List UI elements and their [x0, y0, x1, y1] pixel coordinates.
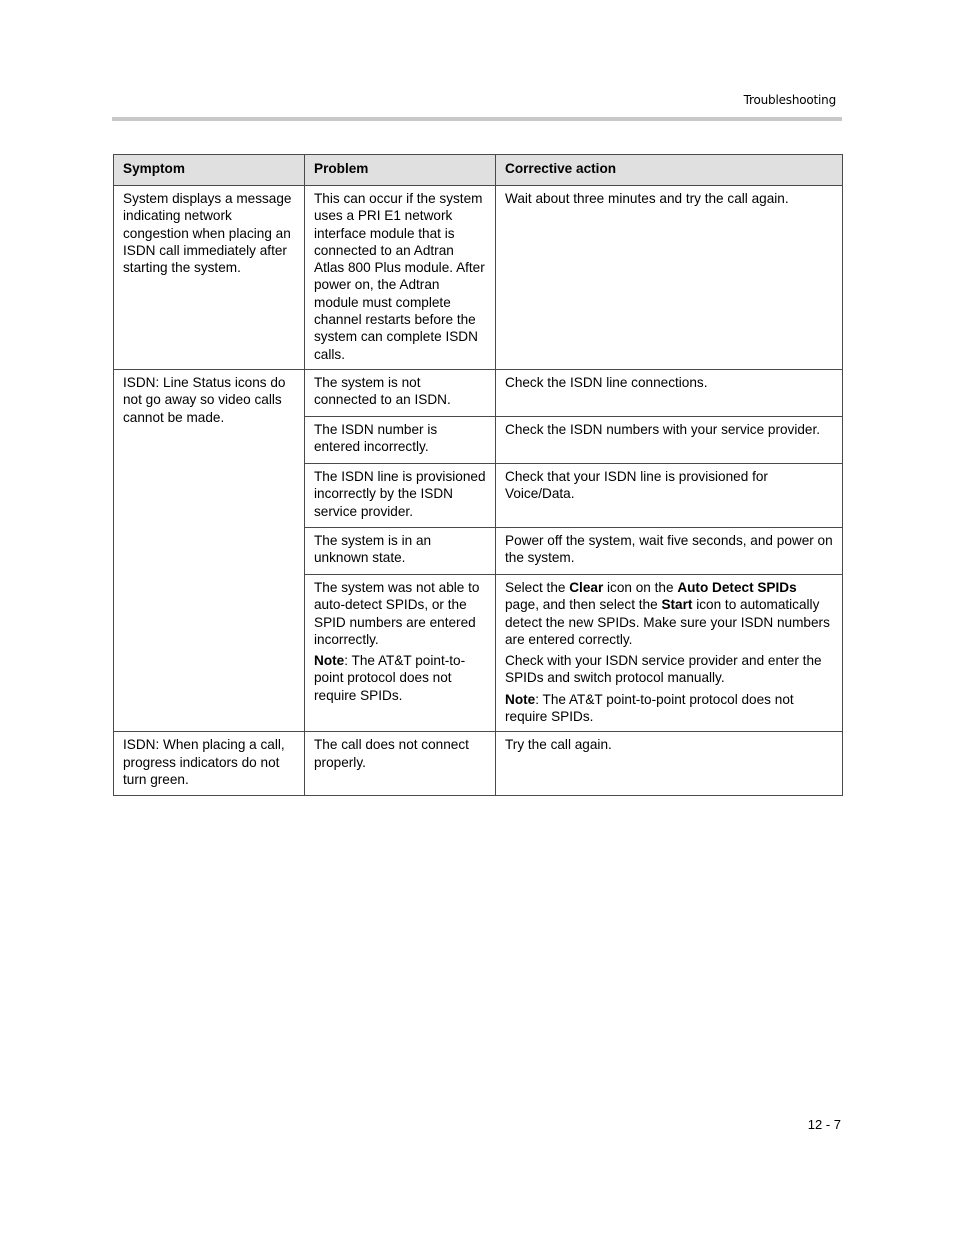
table-row [114, 732, 843, 796]
action-cell: Try the call again. [496, 732, 843, 796]
action-cell: Check the ISDN line connections. [496, 369, 843, 416]
clear-icon-label: Clear [569, 579, 604, 595]
action-note [505, 691, 834, 726]
problem-cell: This can occur if the system uses a PRI E1 network interface module that is connected to an Adtran Atlas 800 Plus module. After power on, the Adtran module must complete channel restarts before the system can complete ISDN calls. [305, 186, 496, 370]
note-label: Note [314, 653, 345, 669]
auto-detect-spids-page-label: Auto Detect SPIDs [677, 579, 797, 595]
note-label: Note [505, 691, 536, 707]
running-header: Troubleshooting [743, 93, 836, 107]
action-cell: Power off the system, wait five seconds, and power on the system. [496, 527, 843, 574]
action-text-part: icon to automatically detect the new SPIDs. Make sure your ISDN numbers are entered correctly. [505, 597, 830, 647]
action-text-part: page, and then select the [505, 597, 662, 613]
page-number: 12 - 7 [807, 1117, 841, 1132]
problem-cell: The ISDN number is entered incorrectly. [305, 416, 496, 463]
note-text: : The AT&T point-to-point protocol does not require SPIDs. [314, 653, 466, 703]
table-header-row [114, 155, 843, 186]
action-cell: Wait about three minutes and try the call again. [496, 186, 843, 370]
problem-cell: The ISDN line is provisioned incorrectly by the ISDN service provider. [305, 463, 496, 527]
problem-text: The system was not able to auto-detect SPIDs, or the SPID numbers are entered incorrectly. [314, 579, 480, 647]
problem-cell [305, 574, 496, 731]
column-header-symptom: Symptom [114, 155, 305, 186]
symptom-cell: ISDN: Line Status icons do not go away so video calls cannot be made. [114, 369, 305, 731]
action-text [505, 579, 834, 648]
action-text: Check with your ISDN service provider and enter the SPIDs and switch protocol manually. [505, 653, 822, 686]
symptom-cell: ISDN: When placing a call, progress indicators do not turn green. [114, 732, 305, 796]
symptom-cell: System displays a message indicating network congestion when placing an ISDN call immediately after starting the system. [114, 186, 305, 370]
problem-note [314, 652, 487, 704]
action-text-part: icon on the [603, 579, 678, 595]
troubleshooting-table [113, 154, 843, 796]
problem-cell: The system is in an unknown state. [305, 527, 496, 574]
action-cell: Check that your ISDN line is provisioned for Voice/Data. [496, 463, 843, 527]
header-rule [112, 117, 842, 121]
table-row [114, 186, 843, 370]
problem-cell: The call does not connect properly. [305, 732, 496, 796]
action-cell: Check the ISDN numbers with your service provider. [496, 416, 843, 463]
action-cell [496, 574, 843, 731]
action-text-part: Select the [505, 579, 570, 595]
table-row [114, 369, 843, 416]
start-icon-label: Start [661, 597, 693, 613]
column-header-problem: Problem [305, 155, 496, 186]
note-text: : The AT&T point-to-point protocol does not require SPIDs. [505, 691, 794, 725]
problem-cell: The system is not connected to an ISDN. [305, 369, 496, 416]
column-header-corrective-action: Corrective action [496, 155, 843, 186]
